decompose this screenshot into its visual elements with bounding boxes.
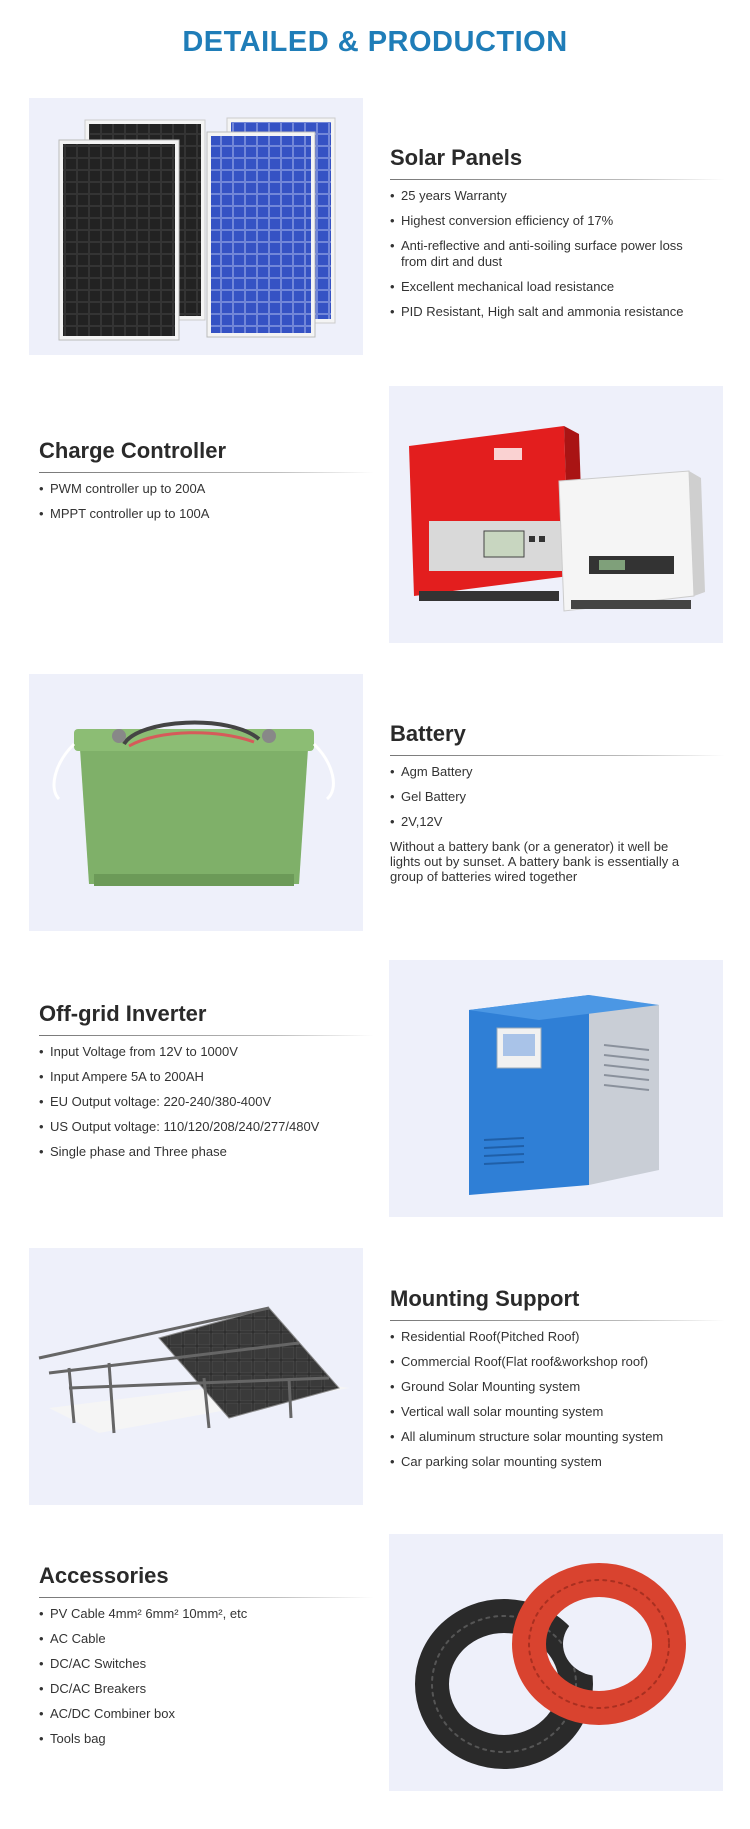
list-item: • All aluminum structure solar mounting system [390,1429,730,1445]
accessories-text [39,1563,379,1756]
list-item: • Tools bag [39,1731,379,1747]
list-item: • Excellent mechanical load resistance [390,279,730,295]
divider [39,472,374,473]
feature-list [390,1329,730,1470]
feature-list [390,188,730,320]
inverter-text [39,1001,379,1169]
list-item: • Ground Solar Mounting system [390,1379,730,1395]
feature-list [39,1606,379,1747]
battery-text [390,721,730,884]
list-item: • EU Output voltage: 220-240/380-400V [39,1094,379,1110]
section-title: Accessories [39,1563,169,1588]
list-item: • PWM controller up to 200A [39,481,379,497]
list-item: • Agm Battery [390,764,730,780]
divider [390,179,725,180]
list-item: • AC/DC Combiner box [39,1706,379,1722]
section-mounting-support [0,1248,750,1505]
list-item: • Commercial Roof(Flat roof&workshop roof) [390,1354,730,1370]
list-item: • 2V,12V [390,814,730,830]
section-title: Charge Controller [39,438,227,463]
section-title: Mounting Support [390,1286,580,1311]
cable-coils-image [389,1534,723,1791]
list-item: • AC Cable [39,1631,379,1647]
section-battery [0,674,750,931]
list-item: • Single phase and Three phase [39,1144,379,1160]
feature-list [39,1044,379,1160]
section-title: Off-grid Inverter [39,1001,207,1026]
list-item: • PV Cable 4mm² 6mm² 10mm², etc [39,1606,379,1622]
section-title: Battery [390,721,466,746]
page-title: DETAILED & PRODUCTION [182,26,568,58]
feature-list [390,764,730,830]
charge-controller-image [389,386,723,643]
list-item: • Input Ampere 5A to 200AH [39,1069,379,1085]
list-item: • Gel Battery [390,789,730,805]
list-item: • Anti-reflective and anti-soiling surface power loss from dirt and dust [390,238,691,270]
inverter-image [389,960,723,1217]
list-item: • PID Resistant, High salt and ammonia resistance [390,304,730,320]
list-item: • US Output voltage: 110/120/208/240/277/480V [39,1119,379,1135]
battery-note: Without a battery bank (or a generator) it well be lights out by sunset. A battery bank is essentially a group of batteries wired together [390,839,680,884]
feature-list [39,481,379,522]
list-item: • MPPT controller up to 100A [39,506,379,522]
list-item: • Highest conversion efficiency of 17% [390,213,730,229]
battery-image [29,674,363,931]
list-item: • Vertical wall solar mounting system [390,1404,730,1420]
solar-panels-text [390,145,730,329]
section-accessories [0,1534,750,1791]
list-item: • Car parking solar mounting system [390,1454,730,1470]
list-item: • 25 years Warranty [390,188,730,204]
list-item: • Residential Roof(Pitched Roof) [390,1329,730,1345]
list-item: • DC/AC Switches [39,1656,379,1672]
section-off-grid-inverter [0,960,750,1217]
solar-panels-image [29,98,363,355]
divider [39,1597,374,1598]
mounting-support-image [29,1248,363,1505]
section-title: Solar Panels [390,145,523,170]
section-solar-panels [0,98,750,355]
divider [390,755,725,756]
list-item: • DC/AC Breakers [39,1681,379,1697]
list-item: • Input Voltage from 12V to 1000V [39,1044,379,1060]
section-charge-controller [0,386,750,643]
charge-controller-text [39,438,379,531]
divider [39,1035,374,1036]
divider [390,1320,725,1321]
mounting-support-text [390,1286,730,1479]
